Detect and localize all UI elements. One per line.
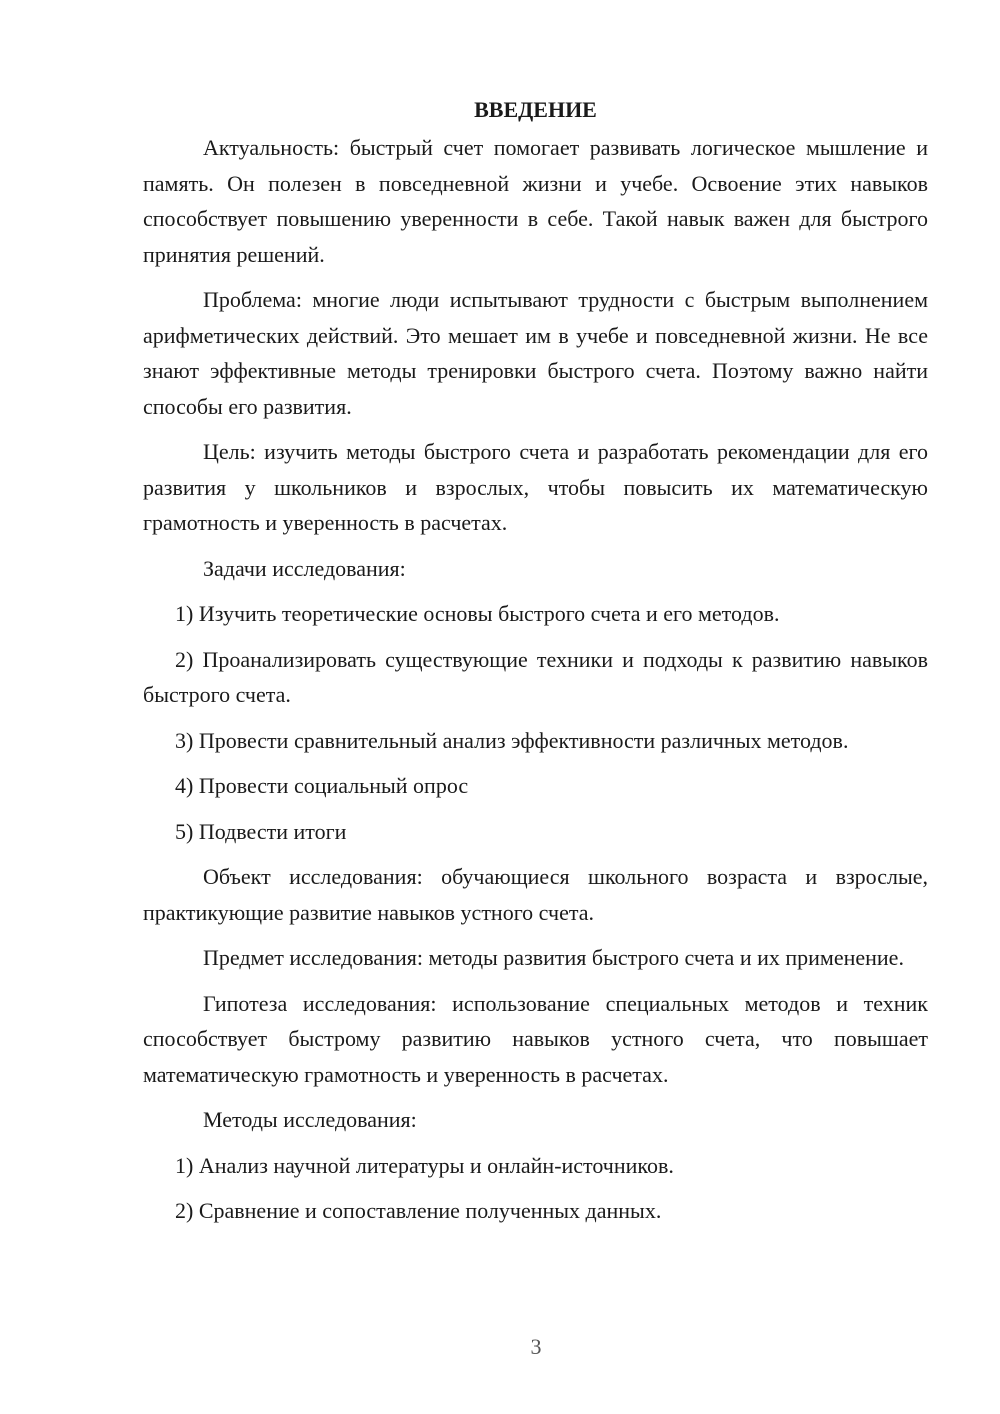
page-number: 3 [530,1334,542,1359]
paragraph-tasks-heading: Задачи исследования: [203,555,406,581]
paragraph-object: Объект исследования: обучающиеся школьного возраста и взрослые, практикующие развитие навыков устного счета. [143,864,928,925]
task-item-5: 5) Подвести итоги [175,818,347,844]
paragraph-subject: Предмет исследования: методы развития быстрого счета и их применение. [203,945,904,970]
task-item-1: 1) Изучить теоретические основы быстрого счета и его методов. [175,601,780,626]
paragraph-problem: Проблема: многие люди испытывают трудности с быстрым выполнением арифметических действий. Это мешает им в учебе и повседневной жизни. Не все знают эффективные методы тренировки быстрого счета. Поэтому важно найти способы его развития. [143,287,928,419]
page-content [143,92,928,1239]
method-item-1: 1) Анализ научной литературы и онлайн-источников. [175,1152,674,1178]
section-title: ВВЕДЕНИЕ [474,97,597,122]
paragraph-hypothesis: Гипотеза исследования: использование специальных методов и техник способствует быстрому развитию навыков устного счета, что повышает математическую грамотность и уверенность в расчетах. [143,990,928,1087]
paragraph-goal: Цель: изучить методы быстрого счета и разработать рекомендации для его развития у школьников и взрослых, чтобы повысить их математическую грамотность и уверенность в расчетах. [143,439,928,535]
paragraph-relevance: Актуальность: быстрый счет помогает развивать логическое мышление и память. Он полезен в повседневной жизни и учебе. Освоение этих навыков способствует повышению уверенности в себе. Такой навык важен для быстрого принятия решений. [143,135,928,267]
task-item-3: 3) Провести сравнительный анализ эффективности различных методов. [175,727,849,753]
paragraph-methods-heading: Методы исследования: [203,1107,417,1132]
task-item-2: 2) Проанализировать существующие техники и подходы к развитию навыков быстрого счета. [143,646,928,707]
method-item-2: 2) Сравнение и сопоставление полученных данных. [175,1198,662,1223]
task-item-4: 4) Провести социальный опрос [175,773,469,798]
